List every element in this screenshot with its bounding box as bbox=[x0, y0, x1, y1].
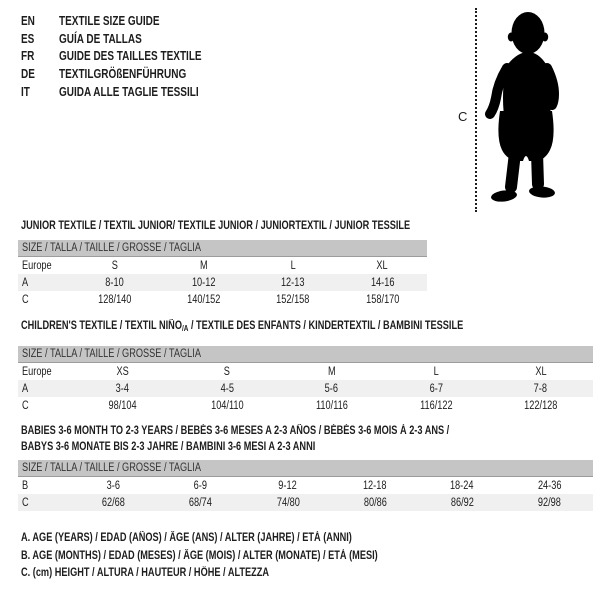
height-value: 128/140 bbox=[97, 293, 132, 306]
table-row-age bbox=[18, 274, 427, 291]
table-row-europe bbox=[18, 257, 427, 275]
age-value: 6-7 bbox=[429, 382, 443, 395]
height-value: 80/86 bbox=[363, 496, 387, 509]
guide-title-en: TEXTILE SIZE GUIDE bbox=[59, 13, 160, 28]
size-value: XS bbox=[116, 365, 129, 378]
table-row-months bbox=[18, 477, 593, 495]
height-value: 152/158 bbox=[276, 293, 310, 306]
row-label: Europe bbox=[22, 365, 52, 378]
age-value: 8-10 bbox=[105, 276, 124, 289]
size-header-row bbox=[18, 460, 593, 477]
table-row-height bbox=[18, 494, 593, 511]
children-size-table bbox=[18, 346, 593, 414]
height-value: 140/152 bbox=[187, 293, 221, 306]
size-header-cell bbox=[18, 240, 427, 257]
junior-section-title bbox=[21, 218, 507, 234]
footnote-c-text: C. (cm) HEIGHT / ALTURA / HAUTEUR / HÖHE / ALTEZZA bbox=[21, 567, 270, 579]
toddler-silhouette-icon bbox=[482, 8, 566, 206]
row-label: A bbox=[22, 382, 29, 395]
months-value: 9-12 bbox=[278, 479, 298, 492]
height-value: 98/104 bbox=[108, 399, 137, 412]
row-label: C bbox=[22, 496, 29, 509]
title-subscript: /A bbox=[181, 324, 189, 333]
size-header-row bbox=[18, 346, 593, 363]
legend-footnotes bbox=[21, 530, 467, 583]
size-value: S bbox=[111, 259, 118, 272]
footnote-c bbox=[21, 565, 467, 583]
table-row-age bbox=[18, 380, 593, 397]
months-value: 12-18 bbox=[363, 479, 387, 492]
title-main: CHILDREN'S TEXTILE / TEXTIL NIÑO bbox=[21, 320, 182, 332]
size-header-row bbox=[18, 240, 427, 257]
height-value: 74/80 bbox=[276, 496, 300, 509]
children-section-title bbox=[21, 318, 574, 337]
footnote-a-text: A. AGE (YEARS) / EDAD (AÑOS) / ÂGE (ANS) / ALTER (JAHRE) / ETÀ (ANNI) bbox=[21, 532, 352, 544]
lang-row-es bbox=[21, 30, 237, 48]
size-value: XL bbox=[535, 365, 547, 378]
height-measure-dotted-line bbox=[475, 8, 477, 212]
guide-title-fr: GUIDE DES TAILLES TEXTILE bbox=[59, 49, 202, 64]
age-value: 12-13 bbox=[281, 276, 305, 289]
height-value: 62/68 bbox=[102, 496, 126, 509]
age-value: 3-4 bbox=[115, 382, 129, 395]
months-value: 18-24 bbox=[450, 479, 474, 492]
height-value: 86/92 bbox=[450, 496, 474, 509]
babies-section-title bbox=[21, 423, 556, 455]
months-value: 3-6 bbox=[106, 479, 121, 492]
junior-section-title-text: JUNIOR TEXTILE / TEXTIL JUNIOR/ TEXTILE JUNIOR / JUNIORTEXTIL / JUNIOR TESSILE bbox=[21, 220, 411, 232]
height-value: 116/122 bbox=[419, 399, 453, 412]
babies-title-line1: BABIES 3-6 MONTH TO 2-3 YEARS / BEBÉS 3-6 MESES A 2-3 AÑOS / BÉBÉS 3-6 MOIS À 2-3 ANS / bbox=[21, 425, 450, 437]
table-row-height bbox=[18, 291, 427, 308]
size-value: M bbox=[200, 259, 208, 272]
row-label: B bbox=[22, 479, 29, 492]
size-header-label: SIZE / TALLA / TAILLE / GRÖSSE / TAGLIA bbox=[22, 348, 201, 360]
size-header-cell bbox=[18, 346, 593, 363]
age-value: 14-16 bbox=[370, 276, 395, 289]
row-label: Europe bbox=[22, 259, 52, 272]
row-label: A bbox=[22, 276, 29, 289]
title-rest: / TEXTILE DES ENFANTS / KINDERTEXTIL / BAMBINI TESSILE bbox=[188, 320, 464, 332]
children-section-title-text bbox=[21, 318, 463, 337]
table-row-europe bbox=[18, 363, 593, 381]
size-header-label: SIZE / TALLA / TAILLE / GRÖSSE / TAGLIA bbox=[22, 462, 201, 474]
size-value: L bbox=[433, 365, 439, 378]
table-row-height bbox=[18, 397, 593, 414]
size-header-cell bbox=[18, 460, 593, 477]
lang-code: IT bbox=[21, 85, 30, 100]
height-value: 122/128 bbox=[524, 399, 558, 412]
age-value: 10-12 bbox=[192, 276, 216, 289]
lang-code: FR bbox=[21, 49, 35, 64]
size-header-label: SIZE / TALLA / TAILLE / GRÖSSE / TAGLIA bbox=[22, 242, 201, 254]
footnote-a bbox=[21, 530, 467, 548]
age-value: 4-5 bbox=[220, 382, 234, 395]
footnote-b-text: B. AGE (MONTHS) / EDAD (MESES) / ÂGE (MOIS) / ALTER (MONATE) / ETÀ (MESI) bbox=[21, 549, 378, 562]
lang-code: ES bbox=[21, 31, 35, 46]
height-value: 92/98 bbox=[537, 496, 561, 509]
size-value: L bbox=[290, 259, 296, 272]
babies-size-table bbox=[18, 460, 593, 511]
age-value: 7-8 bbox=[534, 382, 548, 395]
height-value: 104/110 bbox=[210, 399, 244, 412]
height-value: 110/116 bbox=[315, 399, 348, 412]
lang-row-en bbox=[21, 12, 237, 30]
height-measure-label: C bbox=[458, 109, 468, 124]
size-value: S bbox=[223, 365, 230, 378]
size-value: M bbox=[327, 365, 336, 378]
months-value: 6-9 bbox=[194, 479, 208, 492]
lang-row-it bbox=[21, 83, 237, 101]
babies-title-line2: BABYS 3-6 MONATE BIS 2-3 JAHRE / BAMBINI 3-6 MESI A 2-3 ANNI bbox=[21, 441, 316, 453]
height-value: 68/74 bbox=[189, 496, 213, 509]
age-value: 5-6 bbox=[324, 382, 339, 395]
guide-title-es: GUÍA DE TALLAS bbox=[59, 31, 142, 46]
lang-row-de bbox=[21, 65, 237, 83]
footnote-b bbox=[21, 548, 467, 566]
lang-code: EN bbox=[21, 13, 35, 28]
height-value: 158/170 bbox=[365, 293, 399, 306]
junior-size-table bbox=[18, 240, 427, 308]
lang-code: DE bbox=[21, 67, 35, 82]
row-label: C bbox=[22, 293, 29, 306]
months-value: 24-36 bbox=[537, 479, 562, 492]
lang-row-fr bbox=[21, 48, 237, 66]
guide-title-de: TEXTILGRÖßENFÜHRUNG bbox=[59, 67, 187, 82]
size-value: XL bbox=[376, 259, 388, 272]
guide-title-it: GUIDA ALLE TAGLIE TESSILI bbox=[59, 85, 199, 100]
language-title-list bbox=[21, 12, 237, 101]
row-label: C bbox=[22, 399, 29, 412]
